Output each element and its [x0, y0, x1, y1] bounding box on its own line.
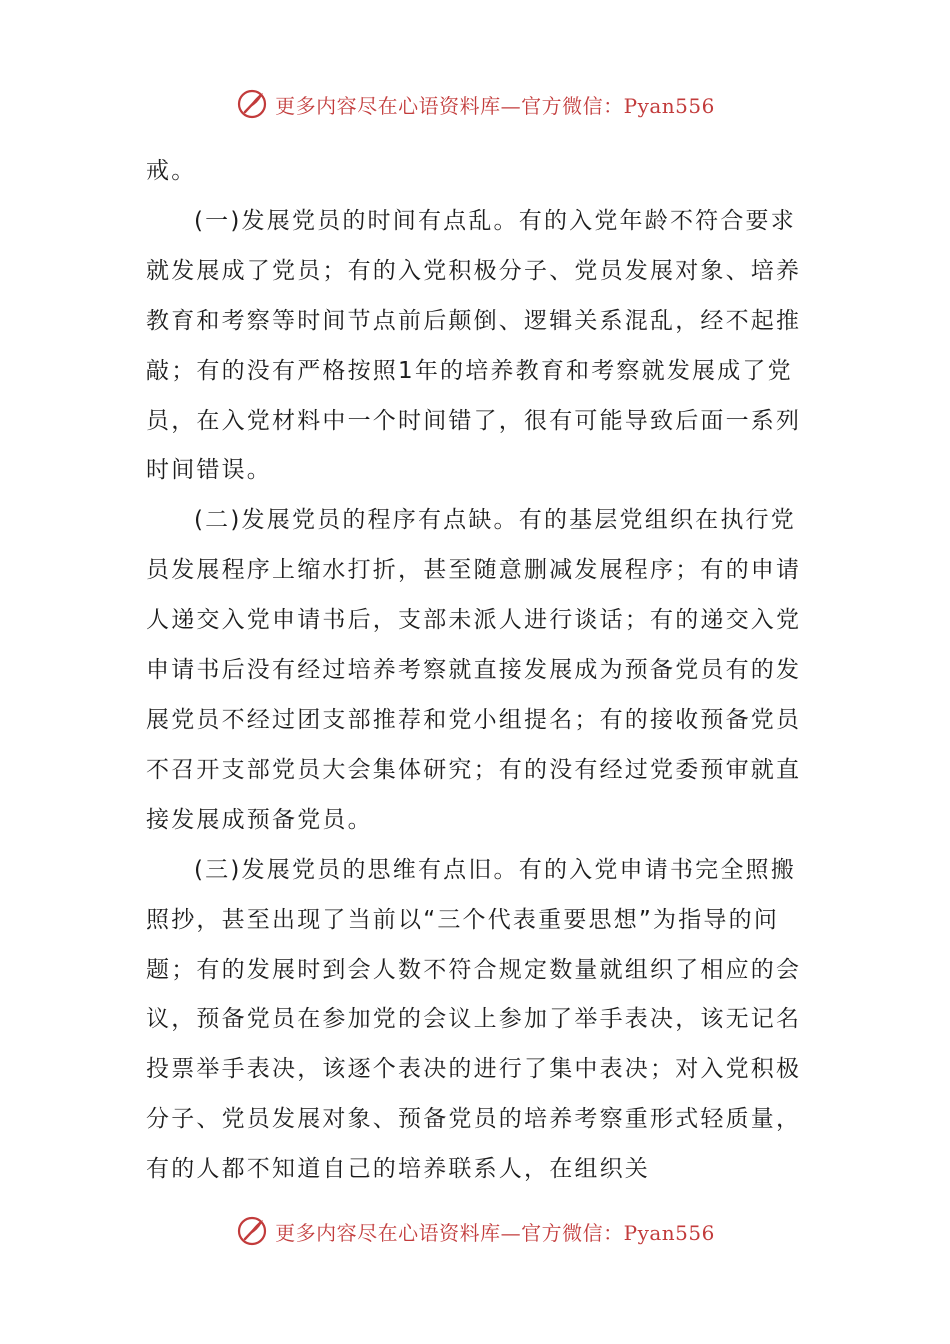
quill-logo-icon	[235, 87, 269, 121]
paragraph-section-2: (二)发展党员的程序有点缺。有的基层党组织在执行党员发展程序上缩水打折，甚至随意删减发展程序；有的申请人递交入党申请书后，支部未派人进行谈话；有的递交入党申请书后没有经过培养考察就直接发展成为预备党员有的发展党员不经过团支部推荐和党小组提名；有的接收预备党员不召开支部党员大会集体研究；有的没有经过党委预审就直接发展成预备党员。	[146, 507, 802, 833]
document-body	[146, 147, 804, 1195]
paragraph-section-1: (一)发展党员的时间有点乱。有的入党年龄不符合要求就发展成了党员；有的入党积极分子、党员发展对象、培养教育和考察等时间节点前后颠倒、逻辑关系混乱，经不起推敲；有的没有严格按照1年的培养教育和考察就发展成了党员，在入党材料中一个时间错了，很有可能导致后面一系列时间错误。	[146, 207, 802, 484]
footer-watermark	[0, 1211, 950, 1251]
header-watermark	[0, 84, 950, 124]
quill-logo-icon	[235, 1214, 269, 1248]
paragraph-continuation: 戒。	[146, 158, 197, 184]
paragraph-section-3: (三)发展党员的思维有点旧。有的入党申请书完全照搬照抄，甚至出现了当前以“三个代表重要思想”为指导的问题；有的发展时到会人数不符合规定数量就组织了相应的会议，预备党员在参加党的会议上参加了举手表决，该无记名投票举手表决，该逐个表决的进行了集中表决；对入党积极分子、党员发展对象、预备党员的培养考察重形式轻质量，有的人都不知道自己的培养联系人，在组织关	[146, 856, 802, 1183]
header-watermark-text: 更多内容尽在心语资料库—官方微信：Pyan556	[275, 93, 715, 118]
footer-watermark-text: 更多内容尽在心语资料库—官方微信：Pyan556	[275, 1220, 715, 1245]
